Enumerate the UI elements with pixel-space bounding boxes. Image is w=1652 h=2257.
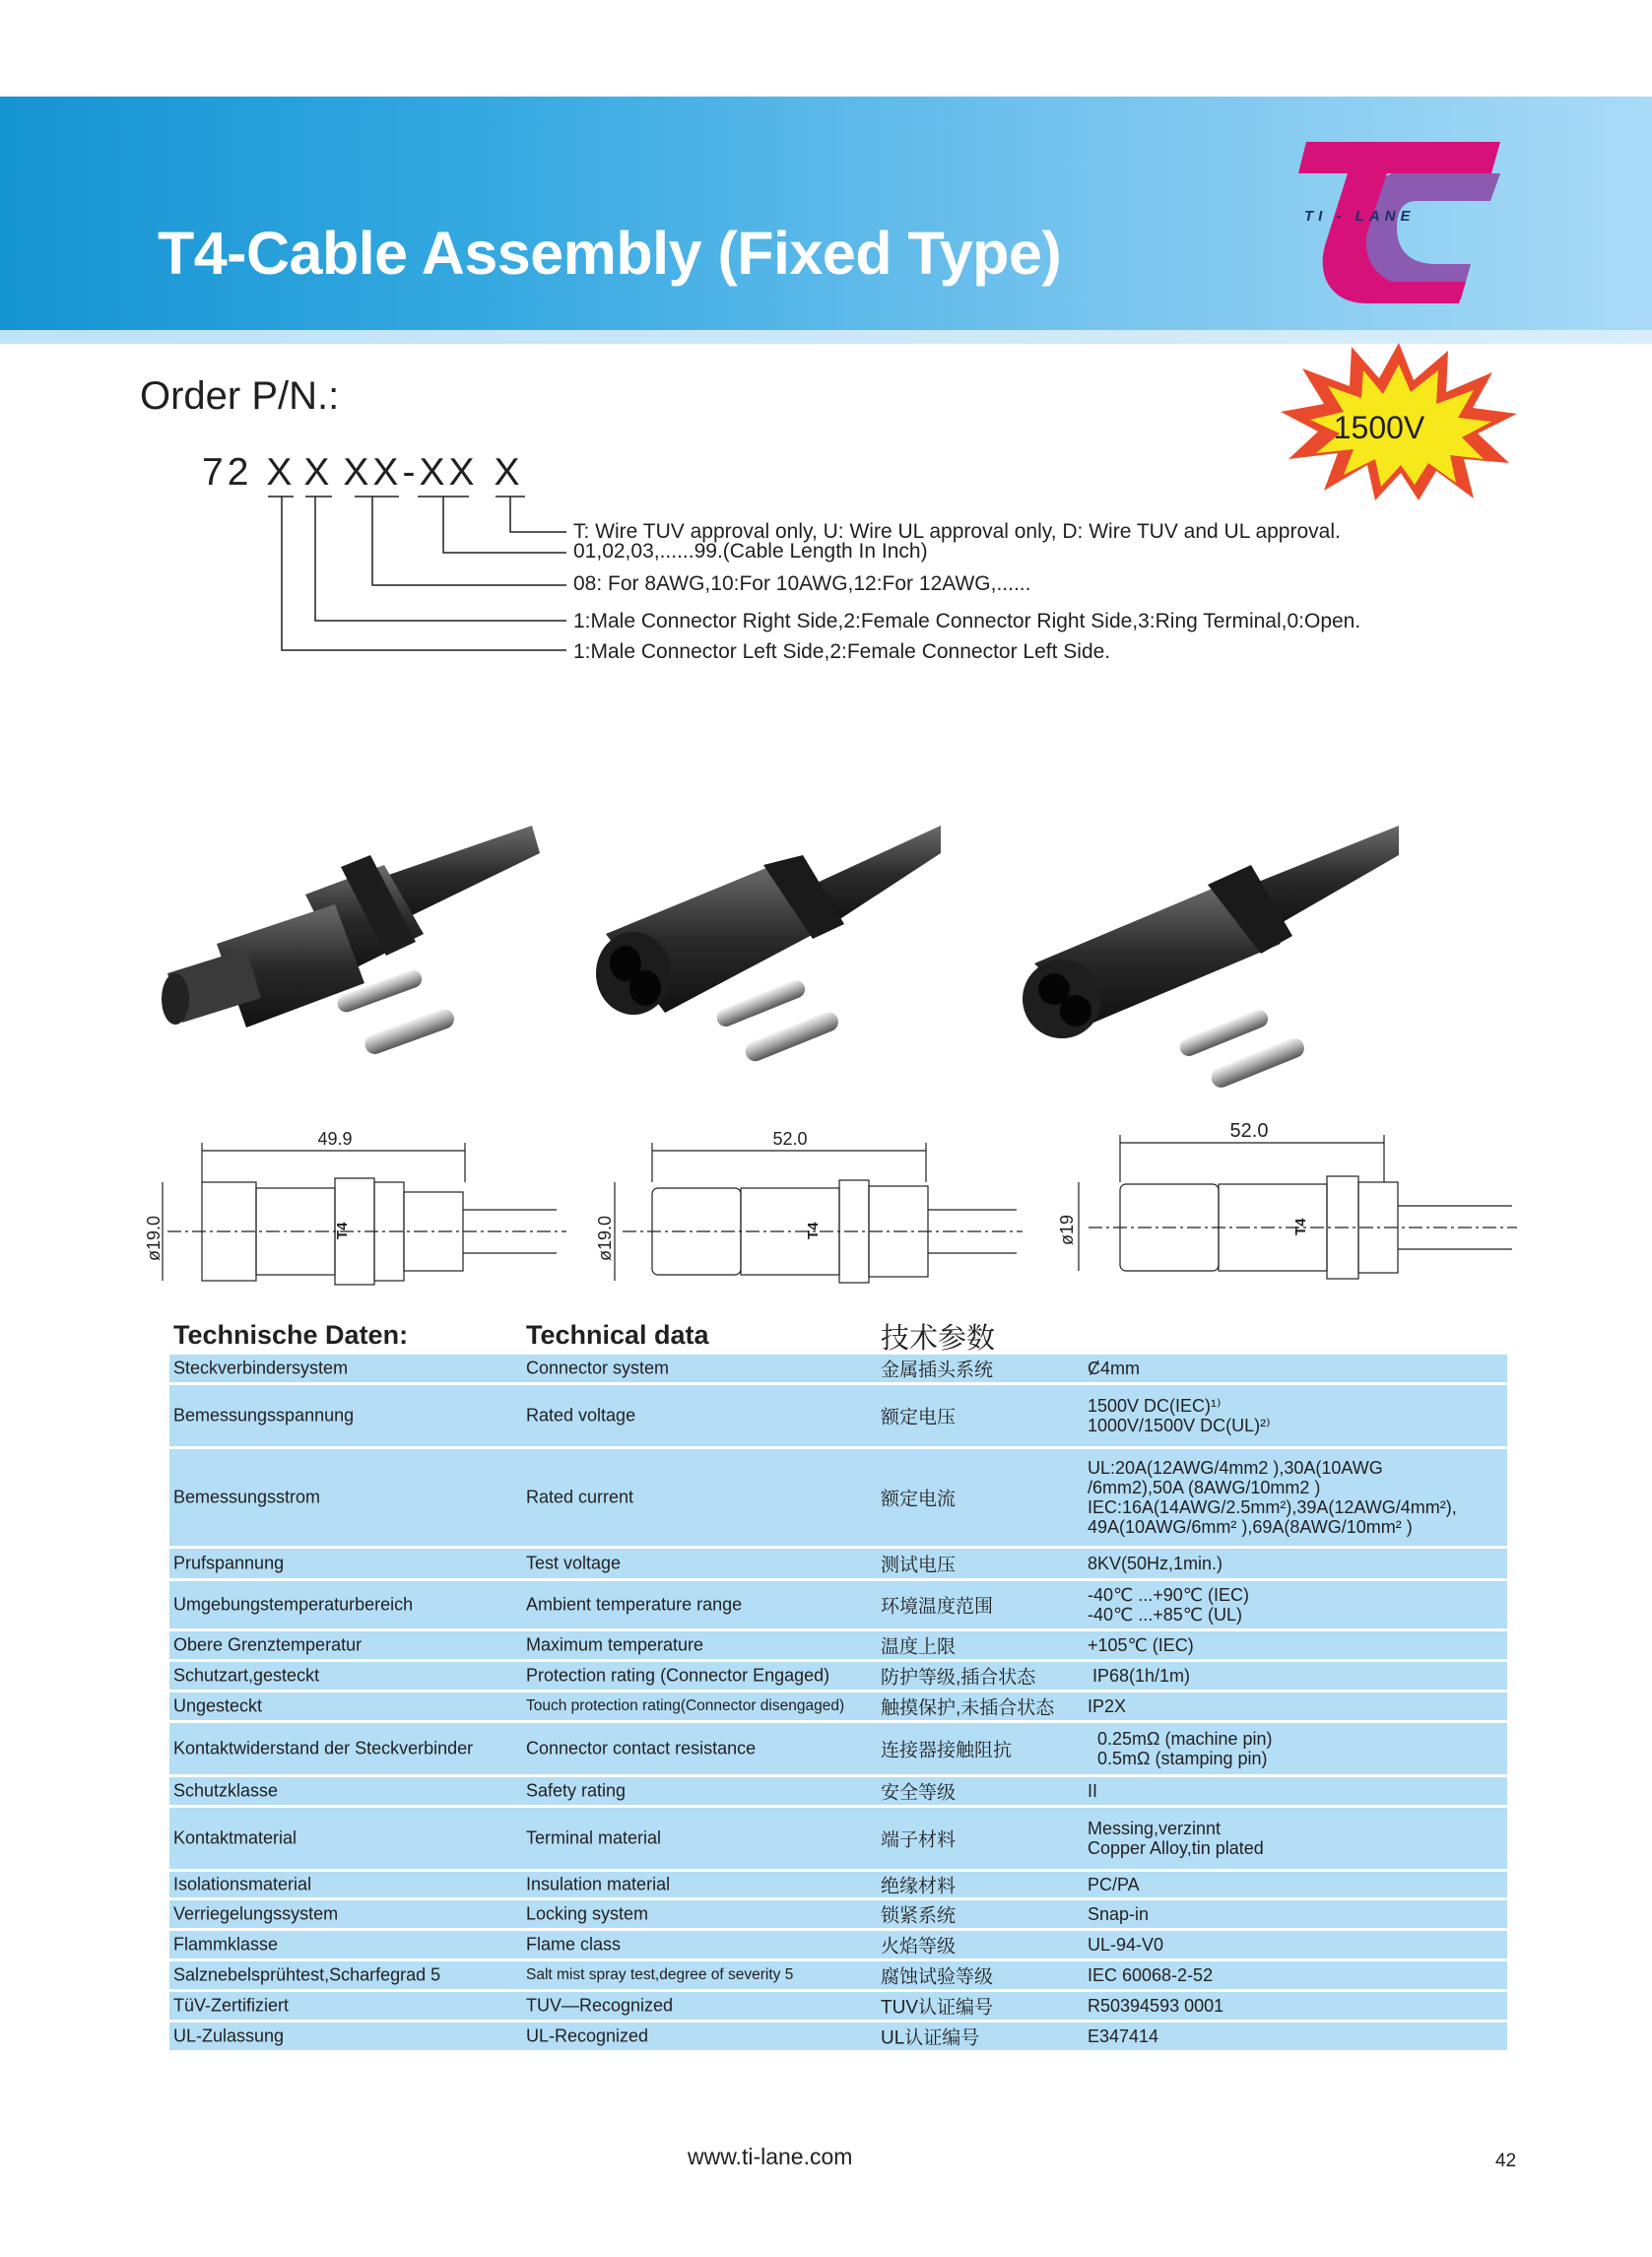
spec-value-line: 0.5mΩ (stamping pin)	[1088, 1749, 1268, 1768]
spec-value-line: Messing,verzinnt	[1088, 1819, 1222, 1838]
pn-desc-awg: 08: For 8AWG,10:For 10AWG,12:For 12AWG,......	[573, 572, 1031, 595]
spec-cell-value	[1088, 1458, 1457, 1537]
pn-prefix: 72	[202, 451, 253, 494]
spec-cell-value	[1088, 2026, 1158, 2046]
spec-row	[169, 1631, 1507, 1659]
pn-desc-right-side: 1:Male Connector Right Side,2:Female Connector Right Side,3:Ring Terminal,0:Open.	[573, 610, 1361, 632]
drawing-1-label: T4	[334, 1222, 351, 1239]
spec-cell-en: Flame class	[526, 1934, 622, 1955]
pn-awg: XX-	[343, 451, 420, 494]
spec-row	[169, 1808, 1507, 1869]
spec-cell-cn: 温度上限	[881, 1636, 957, 1658]
spec-cell-value	[1088, 1875, 1140, 1894]
spec-cell-de: Umgebungstemperaturbereich	[173, 1594, 414, 1615]
page-title: T4-Cable Assembly (Fixed Type)	[158, 220, 1062, 287]
spec-value-line: II	[1088, 1781, 1098, 1801]
spec-cell-cn: 触摸保护,未插合状态	[881, 1697, 1055, 1719]
spec-row	[169, 1931, 1507, 1958]
spec-value-line: IEC 60068-2-52	[1088, 1965, 1214, 1985]
male-connector-drawing	[144, 1123, 571, 1295]
spec-cell-de: Ungesteckt	[173, 1695, 263, 1716]
spec-cell-cn: TUV认证编号	[881, 1997, 994, 2019]
spec-cell-de: UL-Zulassung	[173, 2025, 285, 2046]
spec-row	[169, 2023, 1507, 2050]
drawing-1-length: 49.9	[317, 1129, 353, 1149]
drawing-2-length: 52.0	[772, 1129, 808, 1149]
header-strip	[0, 330, 1652, 344]
spec-value-line: Copper Alloy,tin plated	[1088, 1838, 1264, 1858]
spec-cell-de: Flammklasse	[173, 1934, 279, 1955]
spec-value-line: 0.25mΩ (machine pin)	[1088, 1729, 1273, 1749]
spec-cell-cn: 测试电压	[881, 1555, 957, 1576]
spec-cell-cn: 锁紧系统	[881, 1905, 957, 1927]
spec-cell-value	[1088, 1904, 1149, 1924]
spec-value-line: 1000V/1500V DC(UL)²⁾	[1088, 1416, 1271, 1435]
spec-value-line: UL:20A(12AWG/4mm2 ),30A(10AWG	[1088, 1458, 1383, 1478]
spec-cell-de: Prufspannung	[173, 1553, 285, 1573]
spec-value-line: IP68(1h/1m)	[1088, 1666, 1191, 1686]
spec-cell-de: TüV-Zertifiziert	[173, 1995, 290, 2016]
page-number: 42	[1495, 2151, 1517, 2171]
spec-row	[169, 1723, 1507, 1774]
spec-cell-de: Kontaktwiderstand der Steckverbinder	[173, 1738, 474, 1759]
spec-cell-value	[1088, 1696, 1126, 1716]
pn-desc-left-side: 1:Male Connector Left Side,2:Female Connector Left Side.	[573, 640, 1111, 663]
spec-cell-en: UL-Recognized	[526, 2025, 649, 2046]
spec-cell-de: Steckverbindersystem	[173, 1358, 349, 1378]
drawing-3-length: 52.0	[1229, 1120, 1269, 1142]
spec-value-line: IP2X	[1088, 1696, 1127, 1716]
spec-cell-en: Connector system	[526, 1358, 670, 1378]
spec-cell-cn: 安全等级	[881, 1782, 957, 1804]
spec-cell-value	[1088, 1635, 1194, 1655]
spec-header-en: Technical data	[526, 1320, 709, 1350]
spec-cell-de: Kontaktmaterial	[173, 1827, 297, 1848]
spec-value-line: 1500V DC(IEC)¹⁾	[1088, 1396, 1222, 1416]
spec-row	[169, 1549, 1507, 1578]
spec-cell-de: Obere Grenztemperatur	[173, 1634, 363, 1655]
spec-cell-value	[1088, 1359, 1140, 1378]
spec-cell-en: Ambient temperature range	[526, 1594, 743, 1615]
spec-cell-de: Bemessungsspannung	[173, 1405, 355, 1426]
spec-cell-en: Safety rating	[526, 1780, 627, 1801]
spec-cell-cn: 金属插头系统	[881, 1360, 994, 1381]
spec-row	[169, 1662, 1507, 1690]
spec-cell-en: Locking system	[526, 1903, 649, 1924]
spec-row	[169, 1777, 1507, 1805]
spec-value-line: Snap-in	[1088, 1904, 1150, 1924]
spec-cell-value	[1088, 1819, 1264, 1858]
spec-cell-en: Terminal material	[526, 1827, 662, 1848]
spec-cell-en: Insulation material	[526, 1874, 671, 1894]
spec-cell-en: TUV—Recognized	[526, 1995, 674, 2016]
spec-value-line: IEC:16A(14AWG/2.5mm²),39A(12AWG/4mm²),	[1088, 1497, 1457, 1517]
female-connector-photo	[586, 826, 951, 1082]
spec-cell-en: Touch protection rating(Connector disengaged)	[526, 1697, 845, 1714]
drawing-2-label: T4	[805, 1222, 822, 1239]
female-connector-photo-2	[1015, 826, 1409, 1082]
spec-cell-en: Protection rating (Connector Engaged)	[526, 1665, 830, 1686]
spec-cell-de: Schutzart,gesteckt	[173, 1665, 320, 1686]
spec-cell-en: Rated voltage	[526, 1405, 636, 1426]
spec-cell-en: Maximum temperature	[526, 1634, 704, 1655]
spec-cell-value	[1088, 1666, 1190, 1686]
pn-left-connector: X	[266, 451, 297, 494]
spec-row	[169, 1961, 1507, 1989]
pn-desc-length: 01,02,03,......99.(Cable Length In Inch)	[573, 540, 928, 563]
spec-cell-value	[1088, 1996, 1223, 2016]
spec-cell-value	[1088, 1965, 1213, 1985]
spec-value-line: 8KV(50Hz,1min.)	[1088, 1554, 1223, 1573]
spec-cell-cn: 连接器接触阻抗	[881, 1740, 1013, 1761]
drawing-2-diameter: ø19.0	[595, 1215, 615, 1261]
spec-cell-de: Schutzklasse	[173, 1780, 279, 1801]
spec-cell-value	[1088, 1781, 1097, 1801]
spec-headers	[0, 1320, 1652, 1356]
spec-cell-value	[1088, 1585, 1249, 1625]
logo-text: TI - LANE	[1304, 208, 1416, 225]
spec-value-line: 49A(10AWG/6mm² ),69A(8AWG/10mm² )	[1088, 1517, 1413, 1537]
spec-cell-de: Verriegelungssystem	[173, 1903, 339, 1924]
spec-cell-value	[1088, 1729, 1273, 1768]
female-connector-drawing	[593, 1123, 1026, 1295]
footer-url: www.ti-lane.com	[688, 2144, 853, 2169]
pn-approval: X	[494, 451, 524, 494]
spec-cell-de: Bemessungsstrom	[173, 1487, 321, 1507]
spec-cell-cn: 绝缘材料	[881, 1876, 957, 1897]
part-number-code	[202, 451, 523, 495]
drawing-3-diameter: ø19	[1057, 1214, 1077, 1245]
spec-cell-en: Connector contact resistance	[526, 1738, 757, 1759]
spec-header-de: Technische Daten:	[173, 1320, 409, 1350]
order-label: Order P/N.:	[140, 374, 340, 418]
spec-header-cn: 技术参数	[881, 1323, 996, 1355]
spec-value-line: E347414	[1088, 2026, 1159, 2046]
ti-lane-logo	[1298, 134, 1505, 306]
pn-desc-approval: T: Wire TUV approval only, U: Wire UL approval only, D: Wire TUV and UL approval.	[573, 520, 1341, 543]
spec-value-line: R50394593 0001	[1088, 1996, 1224, 2016]
spec-row	[169, 1992, 1507, 2020]
pn-length: XX	[419, 451, 479, 494]
spec-cell-cn: 环境温度范围	[881, 1596, 994, 1618]
spec-cell-cn: 额定电流	[881, 1489, 957, 1510]
female-connector-drawing-2	[1049, 1113, 1522, 1295]
spec-value-line: -40℃ ...+90℃ (IEC)	[1088, 1585, 1249, 1605]
spec-cell-value	[1088, 1396, 1271, 1435]
spec-row	[169, 1872, 1507, 1897]
spec-cell-cn: UL认证编号	[881, 2027, 980, 2049]
spec-cell-en: Rated current	[526, 1487, 634, 1507]
spec-cell-cn: 防护等级,插合状态	[881, 1667, 1036, 1689]
spec-value-line: Ȼ4mm	[1088, 1359, 1140, 1378]
spec-cell-cn: 额定电压	[881, 1407, 957, 1428]
spec-row	[169, 1355, 1507, 1382]
spec-row	[169, 1449, 1507, 1546]
spec-value-line: /6mm2),50A (8AWG/10mm2 )	[1088, 1478, 1321, 1497]
spec-cell-cn: 端子材料	[881, 1829, 957, 1851]
spec-cell-de: Isolationsmaterial	[173, 1874, 312, 1894]
drawing-3-label: T4	[1292, 1218, 1309, 1235]
voltage-badge: 1500V	[1333, 410, 1425, 445]
spec-row	[169, 1385, 1507, 1446]
spec-cell-cn: 腐蚀试验等级	[881, 1966, 994, 1988]
spec-value-line: +105℃ (IEC)	[1088, 1635, 1194, 1655]
spec-table	[169, 1355, 1507, 2053]
spec-row	[169, 1581, 1507, 1628]
spec-cell-en: Salt mist spray test,degree of severity 5	[526, 1966, 794, 1983]
pn-right-connector: X	[303, 451, 334, 494]
spec-row	[169, 1693, 1507, 1720]
spec-cell-en: Test voltage	[526, 1553, 622, 1573]
drawing-1-diameter: ø19.0	[144, 1215, 164, 1261]
spec-cell-cn: 火焰等级	[881, 1936, 957, 1958]
spec-value-line: UL-94-V0	[1088, 1935, 1164, 1955]
voltage-starburst	[1281, 343, 1517, 500]
spec-cell-de: Salznebelsprühtest,Scharfegrad 5	[173, 1964, 441, 1985]
spec-cell-value	[1088, 1935, 1163, 1955]
spec-row	[169, 1900, 1507, 1928]
spec-value-line: PC/PA	[1088, 1875, 1140, 1894]
male-connector-photo	[158, 826, 552, 1082]
spec-cell-value	[1088, 1554, 1222, 1573]
spec-value-line: -40℃ ...+85℃ (UL)	[1088, 1605, 1242, 1625]
